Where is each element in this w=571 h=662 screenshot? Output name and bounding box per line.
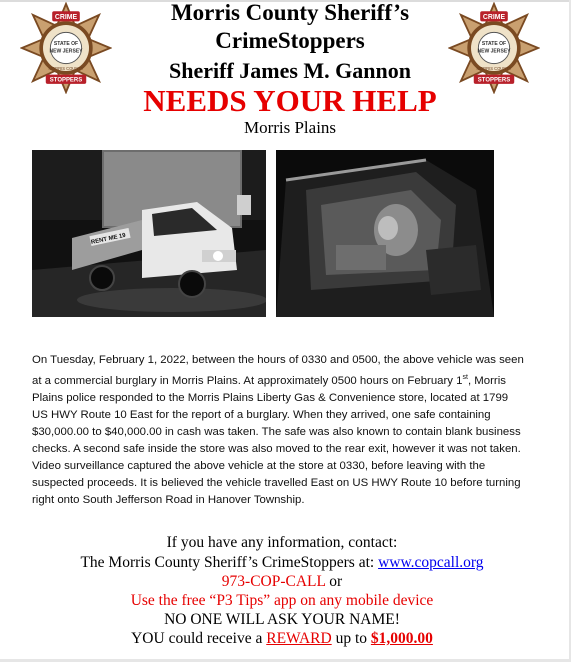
p3-tips-app-line: Use the free “P3 Tips” app on any mobile device [130,592,434,609]
svg-text:NEW JERSEY: NEW JERSEY [477,48,511,55]
surveillance-photo-truck-exterior [32,150,266,317]
contact-intro: If you have any information, contact: [166,534,398,551]
crimestoppers-badge-left [20,2,112,94]
contact-website-line: The Morris County Sheriff’s CrimeStoppers at: www.copcall.org [80,554,484,571]
svg-text:STOPPERS: STOPPERS [49,77,83,84]
reward-word: REWARD [266,630,332,647]
svg-text:MORRIS COUNTY: MORRIS COUNTY [48,66,84,72]
svg-text:CRIME: CRIME [54,14,78,22]
svg-text:NEW JERSEY: NEW JERSEY [49,48,83,55]
contact-phone-line: 973-COP-CALL or [221,573,343,590]
phone-number: 973-COP-CALL [221,573,326,590]
incident-description: On Tuesday, February 1, 2022, between the hours of 0330 and 0500, the above vehicle was seen at a commercial burglary in Morris Plains. At approximately 0500 hours on February 1st, Morris Plains police responded to the Morris Plains Liberty Gas & Convenience store, located at 1799 US HWY Route 10 East for the report of a burglary. When they arrived, one safe containing $30,000.00 to $40,000.00 in cash was taken. The safe was also known to contain blank business checks. A second safe inside the store was also moved to the rear exit, however it was not taken. Video surveillance captured the above vehicle at the store at 0330, before leaving with the suspected proceeds. It is believed the vehicle travelled East on US HWY Route 10 before turning right onto South Jefferson Road in Hanover Township. [32,354,524,506]
needs-your-help-heading: NEEDS YOUR HELP [143,83,437,118]
svg-text:MORRIS COUNTY: MORRIS COUNTY [476,66,512,72]
svg-text:STATE OF: STATE OF [481,41,507,48]
sheriff-name: Sheriff James M. Gannon [169,58,411,83]
program-title: CrimeStoppers [215,28,365,53]
svg-text:STOPPERS: STOPPERS [477,77,511,84]
location-subtitle: Morris Plains [243,118,337,137]
anonymity-notice: NO ONE WILL ASK YOUR NAME! [164,611,400,628]
agency-title: Morris County Sheriff’s [170,0,410,25]
copcall-link[interactable]: www.copcall.org [378,554,484,571]
surveillance-photo-truck-cab [276,150,494,317]
reward-line: YOU could receive a REWARD up to $1,000.00 [131,630,433,647]
svg-text:RENT ME 19: RENT ME 19 [90,232,127,246]
reward-amount: $1,000.00 [370,630,433,647]
svg-text:CRIME: CRIME [482,14,506,22]
svg-text:STATE OF: STATE OF [53,41,79,48]
